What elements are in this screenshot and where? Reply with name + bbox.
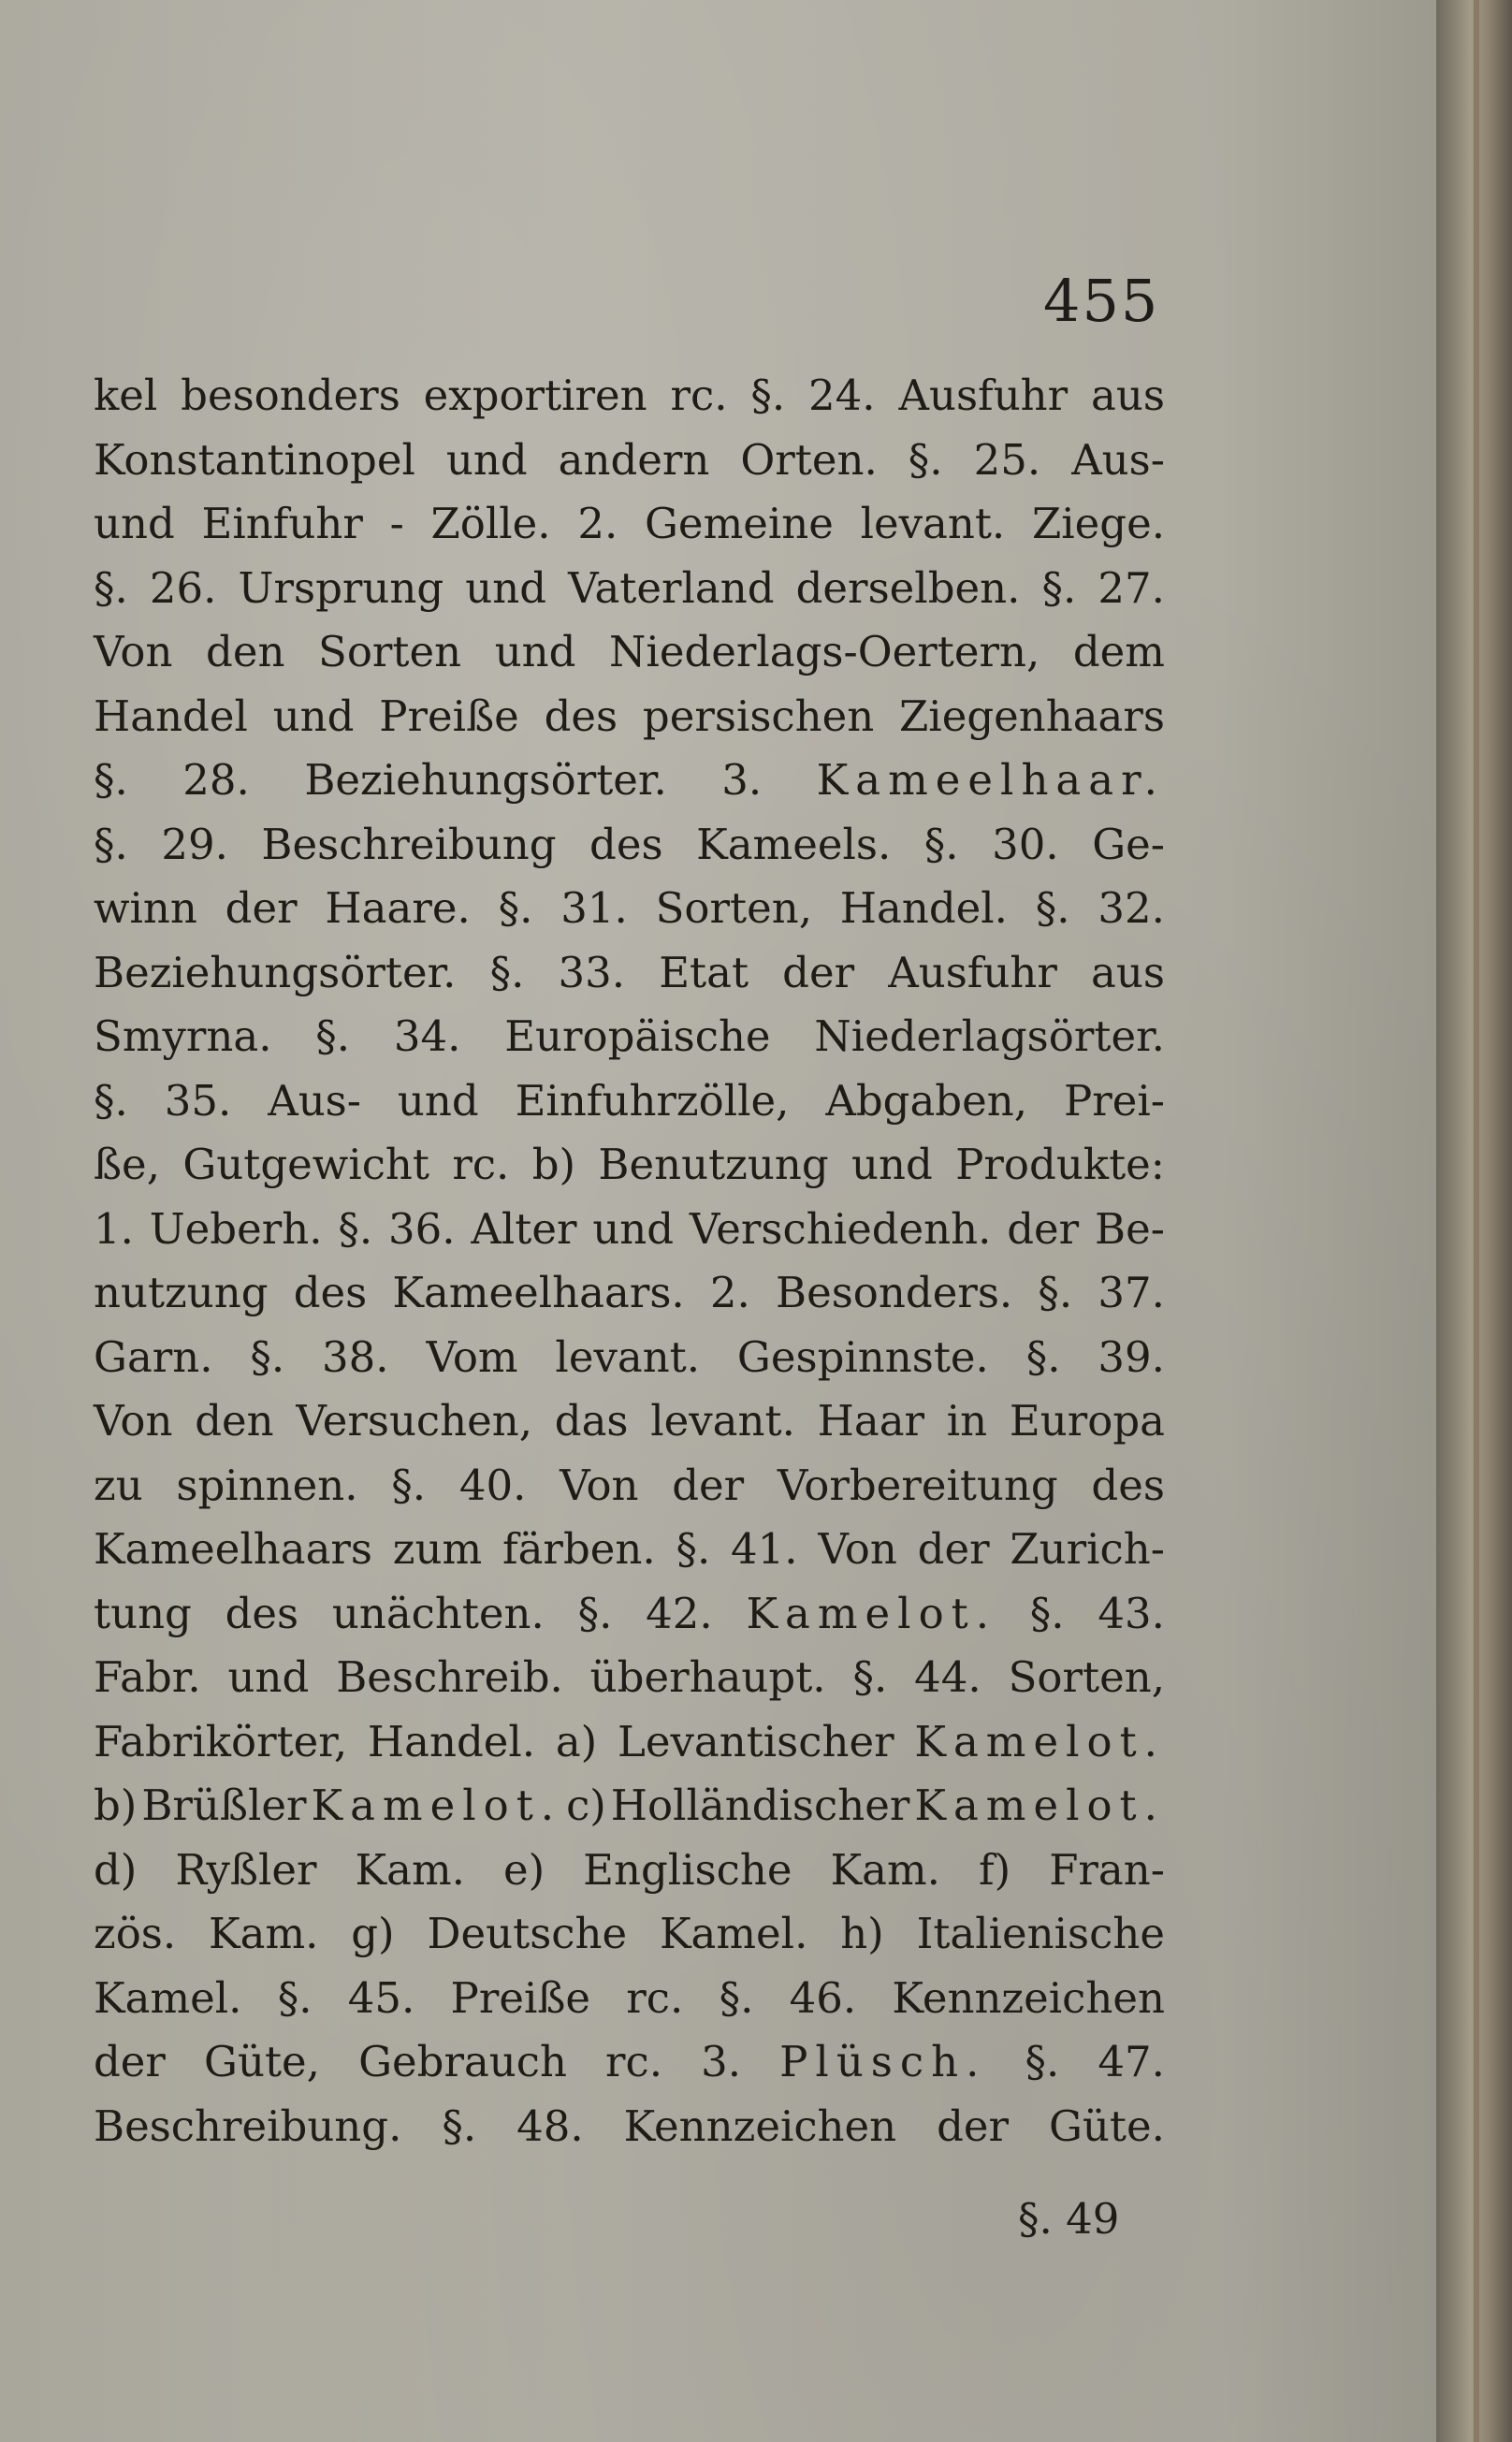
- word: Ausfuhr: [888, 947, 1057, 997]
- word: Produkte:: [955, 1140, 1165, 1189]
- word: Fran-: [1049, 1844, 1165, 1895]
- word: 31.: [560, 883, 628, 933]
- word: derselben.: [795, 562, 1021, 613]
- word: Gespinnste.: [736, 1331, 989, 1382]
- word: der: [94, 2037, 166, 2086]
- word: §.: [277, 1972, 313, 2023]
- word: §.: [750, 371, 786, 420]
- word: g): [351, 1909, 395, 1958]
- catchword: §. 49: [1018, 2194, 1120, 2244]
- word: Kamelot.: [746, 1588, 997, 1638]
- word: 27.: [1098, 562, 1165, 613]
- word: b): [531, 1140, 576, 1189]
- word: des: [544, 690, 618, 741]
- word: winn: [94, 883, 197, 933]
- word: zum: [392, 1524, 483, 1574]
- word: a): [555, 1716, 598, 1766]
- word: 41.: [731, 1524, 798, 1574]
- word: 3.: [701, 2037, 742, 2086]
- word: Beschreibung.: [94, 2100, 402, 2151]
- word: Zurich-: [1010, 1524, 1165, 1574]
- word: Ryßler: [175, 1844, 317, 1895]
- text-line: [94, 2101, 1165, 2166]
- text-line: [94, 755, 1165, 820]
- word: aus: [1091, 947, 1165, 997]
- word: Niederlags-Oertern,: [609, 627, 1040, 676]
- word: des: [293, 1268, 368, 1317]
- word: 44.: [914, 1652, 981, 1702]
- word: 43.: [1098, 1588, 1165, 1638]
- word: zös.: [94, 1909, 177, 1958]
- word: §.: [442, 2100, 477, 2151]
- word: 34.: [393, 1011, 461, 1061]
- word: Kamelot.: [914, 1781, 1165, 1830]
- text-line: [94, 1717, 1165, 1781]
- word: 2.: [709, 1268, 750, 1317]
- word: §.: [676, 1524, 711, 1574]
- text-line: [94, 1332, 1165, 1397]
- word: Ueberh.: [149, 1203, 323, 1254]
- word: dem: [1072, 627, 1165, 676]
- word: 30.: [992, 819, 1059, 869]
- word: 29.: [161, 819, 228, 869]
- word: §.: [719, 1972, 754, 2023]
- word: und: [272, 690, 355, 741]
- word: Kameelhaars.: [392, 1268, 685, 1317]
- word: Orten.: [740, 434, 878, 485]
- text-line: [94, 1845, 1165, 1910]
- word: Beschreibung: [261, 819, 557, 869]
- word: 45.: [347, 1972, 415, 2023]
- word: §.: [498, 883, 533, 933]
- word: §.: [1038, 1268, 1073, 1317]
- word: e): [502, 1844, 545, 1895]
- word: Einfuhr: [201, 499, 363, 548]
- word: Konstantinopel: [94, 434, 415, 485]
- word: §.: [94, 819, 128, 869]
- text-line: [94, 1781, 1165, 1845]
- word: färben.: [502, 1524, 656, 1574]
- word: -: [389, 499, 404, 548]
- word: b): [94, 1781, 138, 1830]
- word: Garn.: [94, 1331, 213, 1382]
- word: Kennzeichen: [892, 1972, 1165, 2023]
- word: Gemeine: [644, 499, 834, 548]
- book-spine: [1436, 0, 1512, 2442]
- table-of-contents-text: [94, 371, 1165, 2165]
- word: zu: [94, 1460, 143, 1510]
- word: Vaterland: [568, 562, 775, 613]
- word: §.: [338, 1203, 373, 1254]
- word: Ziegenhaars: [899, 690, 1165, 741]
- word: 3.: [721, 755, 763, 805]
- word: Kam.: [209, 1909, 319, 1958]
- word: Zölle.: [430, 499, 551, 548]
- word: rc.: [670, 371, 728, 420]
- word: und: [494, 627, 576, 676]
- word: Kamelot.: [914, 1716, 1165, 1766]
- word: §.: [1035, 883, 1070, 933]
- word: tung: [94, 1588, 192, 1638]
- word: das: [554, 1396, 629, 1446]
- word: rc.: [626, 1972, 684, 2023]
- word: der: [917, 1524, 990, 1574]
- word: Plüsch.: [779, 2037, 987, 2086]
- word: 42.: [646, 1588, 713, 1638]
- word: Ausfuhr: [898, 371, 1069, 420]
- word: Preiße: [379, 690, 519, 741]
- word: 36.: [387, 1203, 456, 1254]
- word: rc.: [452, 1140, 510, 1189]
- text-line: [94, 1973, 1165, 2038]
- text-line: [94, 1589, 1165, 1653]
- word: 28.: [182, 755, 250, 805]
- word: Gutgewicht: [182, 1140, 429, 1189]
- word: überhaupt.: [589, 1652, 826, 1702]
- text-line: [94, 627, 1165, 691]
- word: Beziehungsörter.: [304, 755, 667, 805]
- word: 1.: [94, 1203, 134, 1254]
- word: 26.: [149, 562, 217, 613]
- word: Smyrna.: [94, 1011, 272, 1061]
- word: Benutzung: [598, 1140, 829, 1189]
- word: Be-: [1095, 1203, 1165, 1254]
- word: Kam.: [830, 1844, 940, 1895]
- word: Europa: [1009, 1396, 1165, 1446]
- word: der: [225, 883, 298, 933]
- word: Von: [94, 627, 173, 676]
- text-line: [94, 1652, 1165, 1717]
- word: c): [566, 1781, 606, 1830]
- text-line: [94, 691, 1165, 756]
- word: Handel: [94, 690, 248, 741]
- word: §.: [94, 1075, 128, 1126]
- page-number: 455: [1043, 267, 1160, 335]
- word: und: [592, 1203, 675, 1254]
- text-line: [94, 499, 1165, 563]
- text-line: [94, 1909, 1165, 1973]
- word: §.: [1025, 2037, 1060, 2086]
- word: 35.: [164, 1075, 232, 1126]
- text-line: [94, 820, 1165, 884]
- word: 38.: [322, 1331, 389, 1382]
- word: Kam.: [355, 1844, 465, 1895]
- word: Verschiedenh.: [689, 1203, 992, 1254]
- word: 2.: [577, 499, 618, 548]
- word: persischen: [642, 690, 875, 741]
- text-line: [94, 1011, 1165, 1076]
- word: §.: [250, 1331, 285, 1382]
- word: §.: [315, 1011, 351, 1061]
- word: der: [1007, 1203, 1080, 1254]
- word: Ge-: [1092, 819, 1165, 869]
- word: Besonders.: [776, 1268, 1013, 1317]
- word: ße,: [94, 1140, 160, 1189]
- word: levant.: [650, 1396, 795, 1446]
- word: der: [937, 2100, 1010, 2151]
- word: andern: [558, 434, 710, 485]
- word: Von: [94, 1396, 173, 1446]
- word: §.: [391, 1460, 427, 1510]
- word: Englische: [583, 1844, 792, 1895]
- word: Kamel.: [659, 1909, 808, 1958]
- word: des: [589, 819, 663, 869]
- word: Kennzeichen: [623, 2100, 897, 2151]
- word: Aus-: [268, 1075, 361, 1126]
- word: besonders: [181, 371, 400, 420]
- word: Kameels.: [696, 819, 892, 869]
- word: §.: [1029, 1588, 1065, 1638]
- word: 47.: [1098, 2037, 1165, 2086]
- word: aus: [1091, 371, 1165, 420]
- word: Europäische: [504, 1011, 771, 1061]
- word: exportiren: [423, 371, 647, 420]
- text-line: [94, 1204, 1165, 1269]
- word: Aus-: [1071, 434, 1165, 485]
- word: f): [978, 1844, 1011, 1895]
- word: §.: [577, 1588, 613, 1638]
- word: 39.: [1098, 1331, 1165, 1382]
- word: Güte.: [1048, 2100, 1165, 2151]
- word: Preiße: [450, 1972, 591, 2023]
- word: in: [946, 1396, 988, 1446]
- word: d): [94, 1844, 138, 1895]
- word: unächten.: [331, 1588, 545, 1638]
- word: §.: [94, 562, 128, 613]
- word: Sorten,: [1008, 1652, 1165, 1702]
- word: Alter: [471, 1203, 577, 1254]
- word: Beschreib.: [336, 1652, 563, 1702]
- text-line: [94, 1461, 1165, 1525]
- text-line: [94, 371, 1165, 435]
- word: §.: [1041, 562, 1077, 613]
- word: Abgaben,: [825, 1075, 1028, 1126]
- word: Deutsche: [427, 1909, 628, 1958]
- word: Sorten,: [655, 883, 812, 933]
- text-line: [94, 435, 1165, 500]
- word: und: [445, 434, 528, 485]
- word: Gebrauch: [358, 2037, 567, 2086]
- word: des: [1091, 1460, 1165, 1510]
- word: 37.: [1098, 1268, 1165, 1317]
- text-line: [94, 1268, 1165, 1332]
- word: 48.: [516, 2100, 584, 2151]
- word: §.: [94, 755, 128, 805]
- word: der: [672, 1460, 745, 1510]
- word: des: [225, 1588, 299, 1638]
- word: Von: [560, 1460, 639, 1510]
- word: Kameelhaar.: [816, 755, 1165, 805]
- word: Niederlagsörter.: [814, 1011, 1165, 1061]
- word: Kamelot.: [311, 1781, 562, 1830]
- text-line: [94, 1140, 1165, 1204]
- word: levant.: [555, 1331, 701, 1382]
- word: 25.: [973, 434, 1041, 485]
- text-line: [94, 2037, 1165, 2101]
- word: der: [782, 947, 855, 997]
- word: und: [94, 499, 175, 548]
- word: 40.: [458, 1460, 527, 1510]
- word: Haar: [817, 1396, 925, 1446]
- word: Kameelhaars: [94, 1524, 373, 1574]
- word: Vorbereitung: [777, 1460, 1058, 1510]
- text-line: [94, 948, 1165, 1012]
- word: 24.: [808, 371, 876, 420]
- word: Kamel.: [94, 1972, 242, 2023]
- word: Handel.: [367, 1716, 536, 1766]
- word: 46.: [789, 1972, 857, 2023]
- word: Fabrikörter,: [94, 1716, 348, 1766]
- word: und: [465, 562, 547, 613]
- word: und: [851, 1140, 933, 1189]
- word: 32.: [1098, 883, 1165, 933]
- word: Sorten: [318, 627, 462, 676]
- word: §.: [923, 819, 959, 869]
- word: spinnen.: [176, 1460, 358, 1510]
- word: den: [195, 1396, 274, 1446]
- word: nutzung: [94, 1268, 269, 1317]
- word: und: [397, 1075, 479, 1126]
- text-line: [94, 1076, 1165, 1141]
- word: Vom: [426, 1331, 518, 1382]
- word: §.: [1025, 1331, 1061, 1382]
- word: Brüßler: [141, 1781, 307, 1830]
- word: h): [840, 1909, 884, 1958]
- word: levant.: [860, 499, 1006, 548]
- word: Fabr.: [94, 1652, 201, 1702]
- text-line: [94, 563, 1165, 628]
- word: rc.: [605, 2037, 663, 2086]
- word: kel: [94, 371, 158, 420]
- word: Ziege.: [1031, 499, 1165, 548]
- word: Ursprung: [238, 562, 444, 613]
- text-line: [94, 883, 1165, 948]
- word: Haare.: [325, 883, 471, 933]
- word: Handel.: [839, 883, 1008, 933]
- word: §.: [852, 1652, 888, 1702]
- word: Holländischer: [610, 1781, 910, 1830]
- word: Von: [818, 1524, 897, 1574]
- word: Etat: [659, 947, 749, 997]
- word: Italienische: [916, 1909, 1165, 1958]
- word: Levantischer: [617, 1716, 894, 1766]
- word: Prei-: [1063, 1075, 1165, 1126]
- text-line: [94, 1524, 1165, 1589]
- word: 33.: [558, 947, 626, 997]
- word: Versuchen,: [296, 1396, 533, 1446]
- word: und: [227, 1652, 310, 1702]
- text-line: [94, 1396, 1165, 1461]
- word: §.: [908, 434, 943, 485]
- word: den: [206, 627, 285, 676]
- word: Güte,: [204, 2037, 320, 2086]
- word: Einfuhrzölle,: [515, 1075, 790, 1126]
- word: Beziehungsörter.: [94, 947, 457, 997]
- word: §.: [489, 947, 525, 997]
